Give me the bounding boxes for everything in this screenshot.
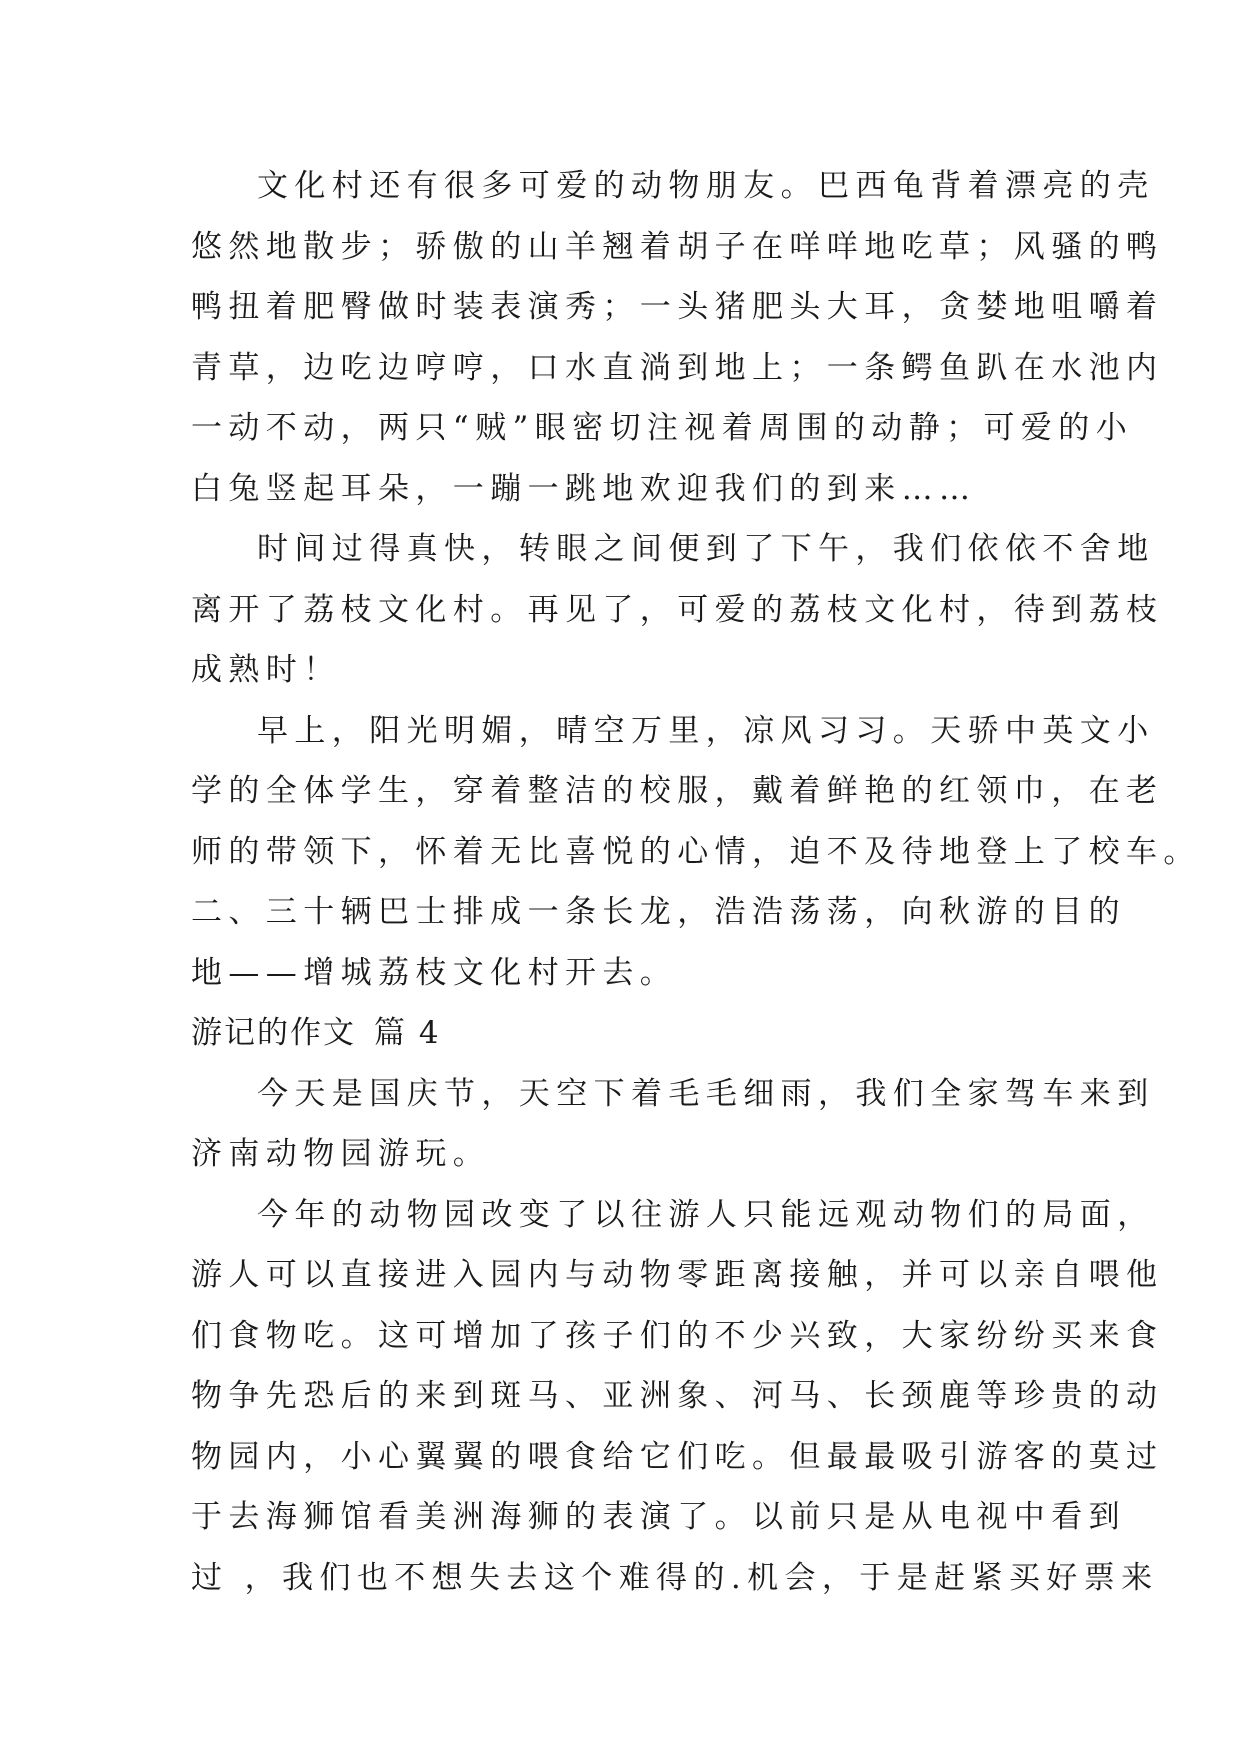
text-line: 悠然地散步；骄傲的山羊翘着胡子在咩咩地吃草；风骚的鸭 <box>191 228 1164 265</box>
article-body-part-2 <box>191 1064 1164 1609</box>
text-line: 文化村还有很多可爱的动物朋友。巴西龟背着漂亮的壳 <box>257 168 1155 204</box>
text-line: 成熟时！ <box>191 652 341 688</box>
text-line: 物园内，小心翼翼的喂食给它们吃。但最最吸引游客的莫过 <box>191 1438 1164 1475</box>
text-line: 济南动物园游玩。 <box>191 1136 491 1172</box>
text-line: 早上，阳光明媚，晴空万里，凉风习习。天骄中英文小 <box>257 712 1155 749</box>
text-line: 时间过得真快，转眼之间便到了下午，我们依依不舍地 <box>257 531 1155 567</box>
text-line: 今天是国庆节，天空下着毛毛细雨，我们全家驾车来到 <box>257 1075 1155 1112</box>
text-line: 于去海狮馆看美洲海狮的表演了。以前只是从电视中看到 <box>191 1499 1126 1535</box>
document-page <box>191 156 1201 1608</box>
text-line: 游人可以直接进入园内与动物零距离接触，并可以亲自喂他 <box>191 1257 1164 1293</box>
text-line: 二、三十辆巴士排成一条长龙，浩浩荡荡，向秋游的目的 <box>191 894 1126 930</box>
text-line: 物争先恐后的来到斑马、亚洲象、河马、长颈鹿等珍贵的动 <box>191 1378 1164 1414</box>
text-line: 地——增城荔枝文化村开去。 <box>191 954 678 991</box>
heading-title: 游记的作文 <box>191 1015 356 1051</box>
text-line: 师的带领下，怀着无比喜悦的心情，迫不及待地登上了校车。 <box>191 833 1201 870</box>
text-line: 们食物吃。这可增加了孩子们的不少兴致，大家纷纷买来食 <box>191 1317 1164 1354</box>
article-body-part-1 <box>191 156 1201 1003</box>
text-line: 今年的动物园改变了以往游人只能远观动物们的局面， <box>257 1196 1155 1233</box>
heading-number: 篇 4 <box>374 1015 441 1051</box>
text-line: 青草，边吃边哼哼，口水直淌到地上；一条鳄鱼趴在水池内 <box>191 349 1164 386</box>
text-line: 过 ，我们也不想失去这个难得的.机会，于是赶紧买好票来 <box>191 1559 1159 1596</box>
text-line: 离开了荔枝文化村。再见了，可爱的荔枝文化村，待到荔枝 <box>191 591 1164 628</box>
text-line: 白兔竖起耳朵，一蹦一跳地欢迎我们的到来…… <box>191 470 977 507</box>
text-line: 一动不动，两只“贼”眼密切注视着周围的动静；可爱的小 <box>191 410 1134 446</box>
text-line: 学的全体学生，穿着整洁的校服，戴着鲜艳的红领巾，在老 <box>191 773 1164 809</box>
section-heading <box>191 1003 1051 1064</box>
text-line: 鸭扭着肥臀做时装表演秀；一头猪肥头大耳，贪婪地咀嚼着 <box>191 289 1164 325</box>
